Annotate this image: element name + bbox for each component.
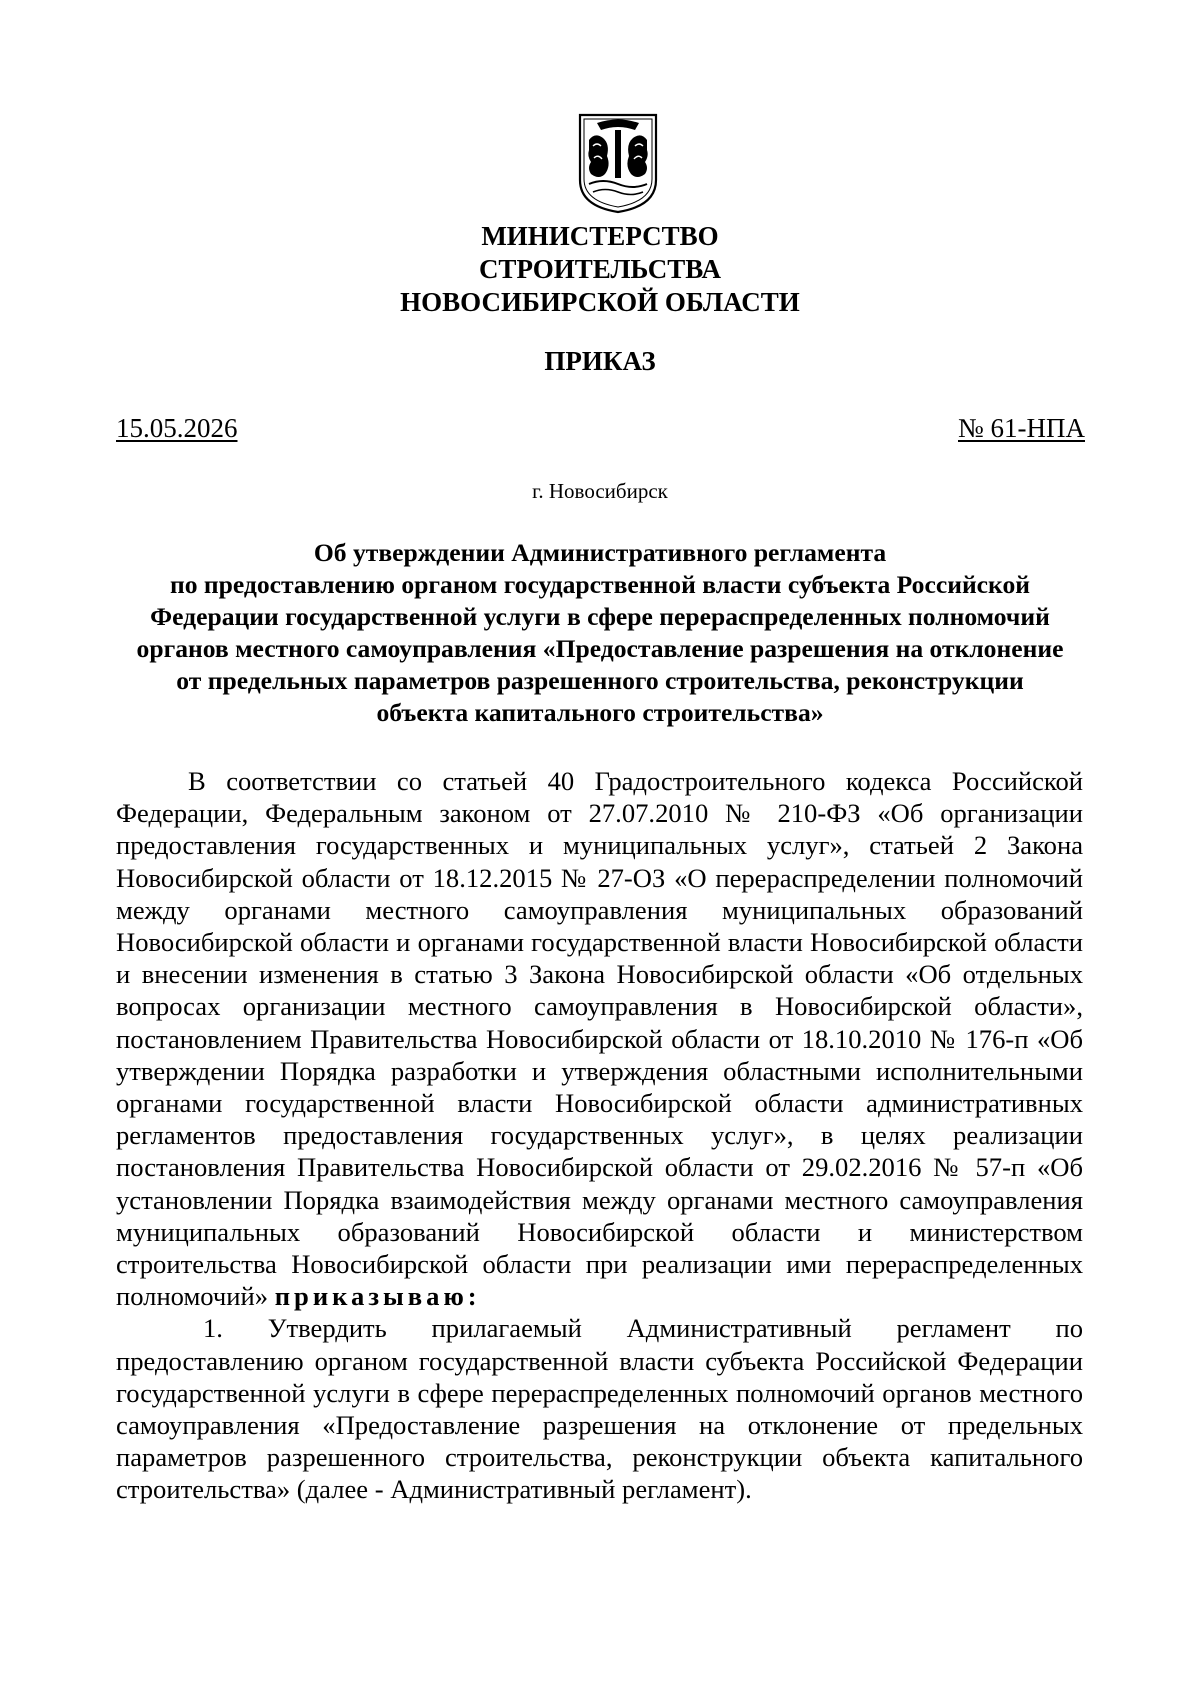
subject-line-3: Федерации государственной услуги в сфере перераспределенных полномочий xyxy=(150,602,1050,631)
order-date: 15.05.2026 xyxy=(116,413,238,443)
order-item-1: 1. Утвердить прилагаемый Административный регламент по предоставлению органом государственной власти субъекта Российской Федерации государственной услуги в сфере перераспределенных полномочий органов местного самоуправления «Предоставление разрешения на отклонение от предельных параметров разрешенного строительства, реконструкции объекта капитального строительства» (далее - Административный регламент). xyxy=(116,1313,1083,1505)
order-body xyxy=(116,765,1083,1506)
preamble-paragraph xyxy=(116,765,1083,1312)
ministry-line-3: НОВОСИБИРСКОЙ ОБЛАСТИ xyxy=(400,287,800,317)
order-subject-title xyxy=(110,537,1090,729)
subject-line-6: объекта капитального строительства» xyxy=(376,698,824,727)
subject-line-5: от предельных параметров разрешенного строительства, реконструкции xyxy=(176,666,1024,695)
ministry-line-1: МИНИСТЕРСТВО xyxy=(481,221,719,251)
document-type-heading: ПРИКАЗ xyxy=(544,346,656,376)
subject-line-2: по предоставлению органом государственной власти субъекта Российской xyxy=(169,570,1030,599)
subject-line-4: органов местного самоуправления «Предоставление разрешения на отклонение xyxy=(136,634,1064,663)
ministry-name xyxy=(0,220,1200,319)
coat-of-arms-emblem xyxy=(577,112,659,214)
preamble-text: В соответствии со статьей 40 Градостроительного кодекса Российской Федерации, Федеральным законом от 27.07.2010 № 210-ФЗ «Об организации предоставления государственных и муниципальных услуг», статьей 2 Закона Новосибирской области от 18.12.2015 № 27-ОЗ «О перераспределении полномочий между органами местного самоуправления муниципальных образований Новосибирской области и органами государственной власти Новосибирской области и внесении изменения в статью 3 Закона Новосибирской области «Об отдельных вопросах организации местного самоуправления в Новосибирской области», постановлением Правительства Новосибирской области от 18.10.2010 № 176-п «Об утверждении Порядка разработки и утверждения областными исполнительными органами государственной власти Новосибирской области административных регламентов предоставления государственных услуг», в целях реализации постановления Правительства Новосибирской области от 29.02.2016 № 57-п «Об установлении Порядка взаимодействия между органами местного самоуправления муниципальных образований Новосибирской области и министерством строительства Новосибирской области при реализации ими перераспределенных полномочий» xyxy=(116,766,1083,1312)
subject-line-1: Об утверждении Административного регламента xyxy=(313,538,887,567)
ministry-line-2: СТРОИТЕЛЬСТВА xyxy=(478,254,722,284)
city-label: г. Новосибирск xyxy=(532,479,668,503)
order-word: приказываю: xyxy=(274,1281,481,1312)
order-number: № 61-НПА xyxy=(958,413,1085,443)
